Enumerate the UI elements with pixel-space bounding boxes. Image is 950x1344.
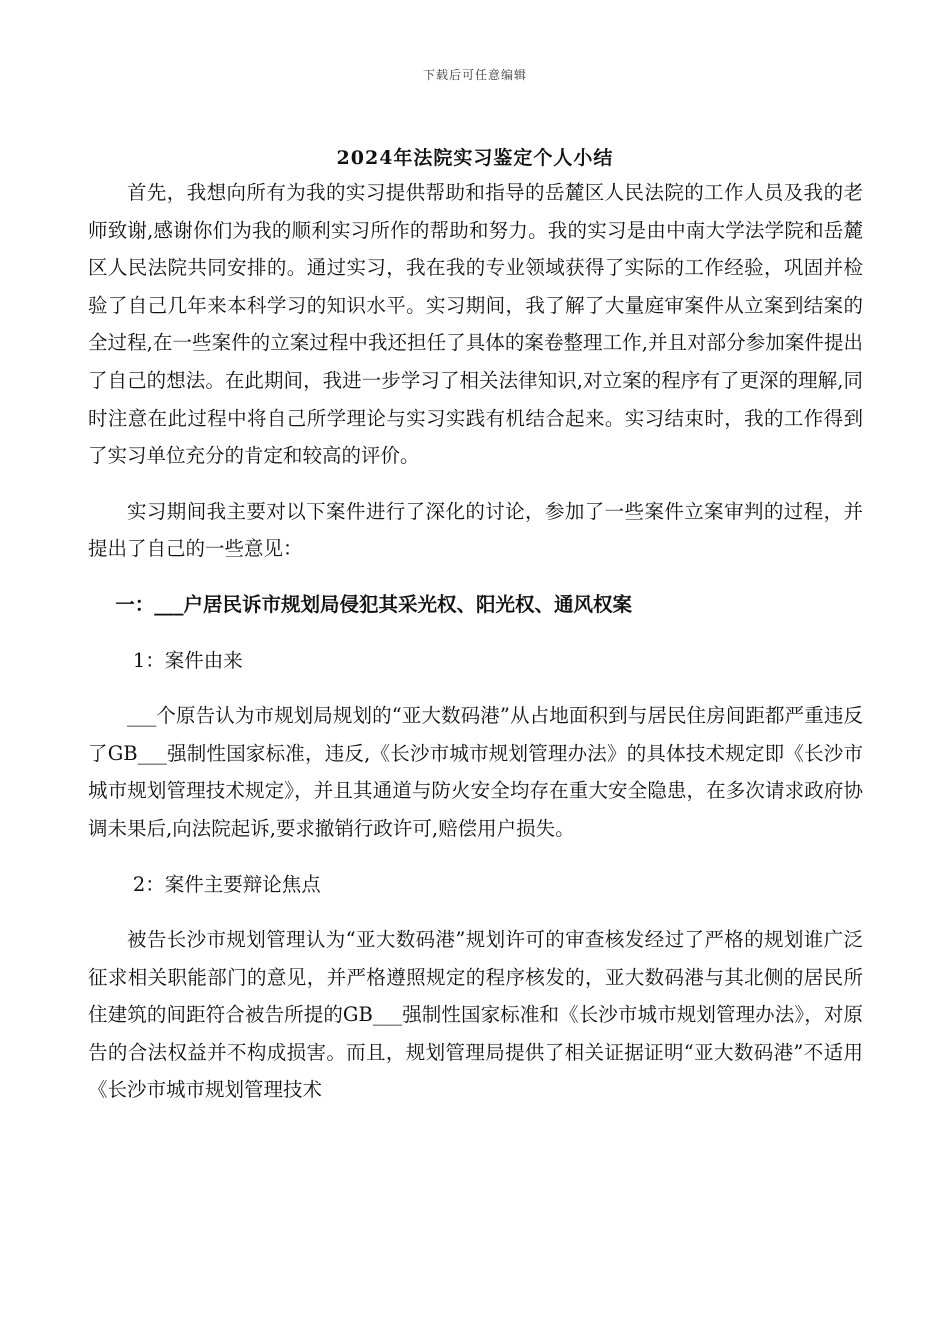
- paragraph-debate-focus: 被告长沙市规划管理认为“亚大数码港”规划许可的审查核发经过了严格的规划谁广泛征求相关职能部门的意见，并严格遵照规定的程序核发的，亚大数码港与其北侧的居民所住建筑的间距符合被告所提的GB___强制性国家标准和《长沙市城市规划管理办法》，对原告的合法权益并不构成损害。而且，规划管理局提供了相关证据证明“亚大数码港”不适用《长沙市城市规划管理技术: [88, 928, 863, 1102]
- sub-heading-debate-focus: 2：案件主要辩论焦点: [132, 872, 321, 896]
- header-note: 下载后可任意编辑: [422, 68, 527, 82]
- section-heading-case-1: 一：___户居民诉市规划局侵犯其采光权、阳光权、通风权案: [115, 592, 633, 616]
- paragraph-case-origin: ___个原告认为市规划局规划的“亚大数码港”从占地面积到与居民住房间距都严重违反了GB___强制性国家标准，违反,《长沙市城市规划管理办法》的具体技术规定即《长沙市城市规划管理技术规定》，并且其通道与防火安全均存在重大安全隐患，在多次请求政府协调未果后,向法院起诉,要求撤销行政许可,赔偿用户损失。: [88, 704, 863, 840]
- paragraph-cases-overview: 实习期间我主要对以下案件进行了深化的讨论，参加了一些案件立案审判的过程，并提出了自己的一些意见：: [88, 499, 863, 561]
- paragraph-intro: 首先，我想向所有为我的实习提供帮助和指导的岳麓区人民法院的工作人员及我的老师致谢,感谢你们为我的顺利实习所作的帮助和努力。我的实习是由中南大学法学院和岳麓区人民法院共同安排的。通过实习，我在我的专业领域获得了实际的工作经验，巩固并检验了自己几年来本科学习的知识水平。实习期间，我了解了大量庭审案件从立案到结案的全过程,在一些案件的立案过程中我还担任了具体的案卷整理工作,并且对部分参加案件提出了自己的想法。在此期间，我进一步学习了相关法律知识,对立案的程序有了更深的理解,同时注意在此过程中将自己所学理论与实习实践有机结合起来。实习结束时，我的工作得到了实习单位充分的肯定和较高的评价。: [88, 181, 863, 468]
- document-title: 2024年法院实习鉴定个人小结: [336, 147, 614, 169]
- document-body: [88, 174, 863, 1109]
- sub-heading-case-origin: 1：案件由来: [132, 648, 243, 672]
